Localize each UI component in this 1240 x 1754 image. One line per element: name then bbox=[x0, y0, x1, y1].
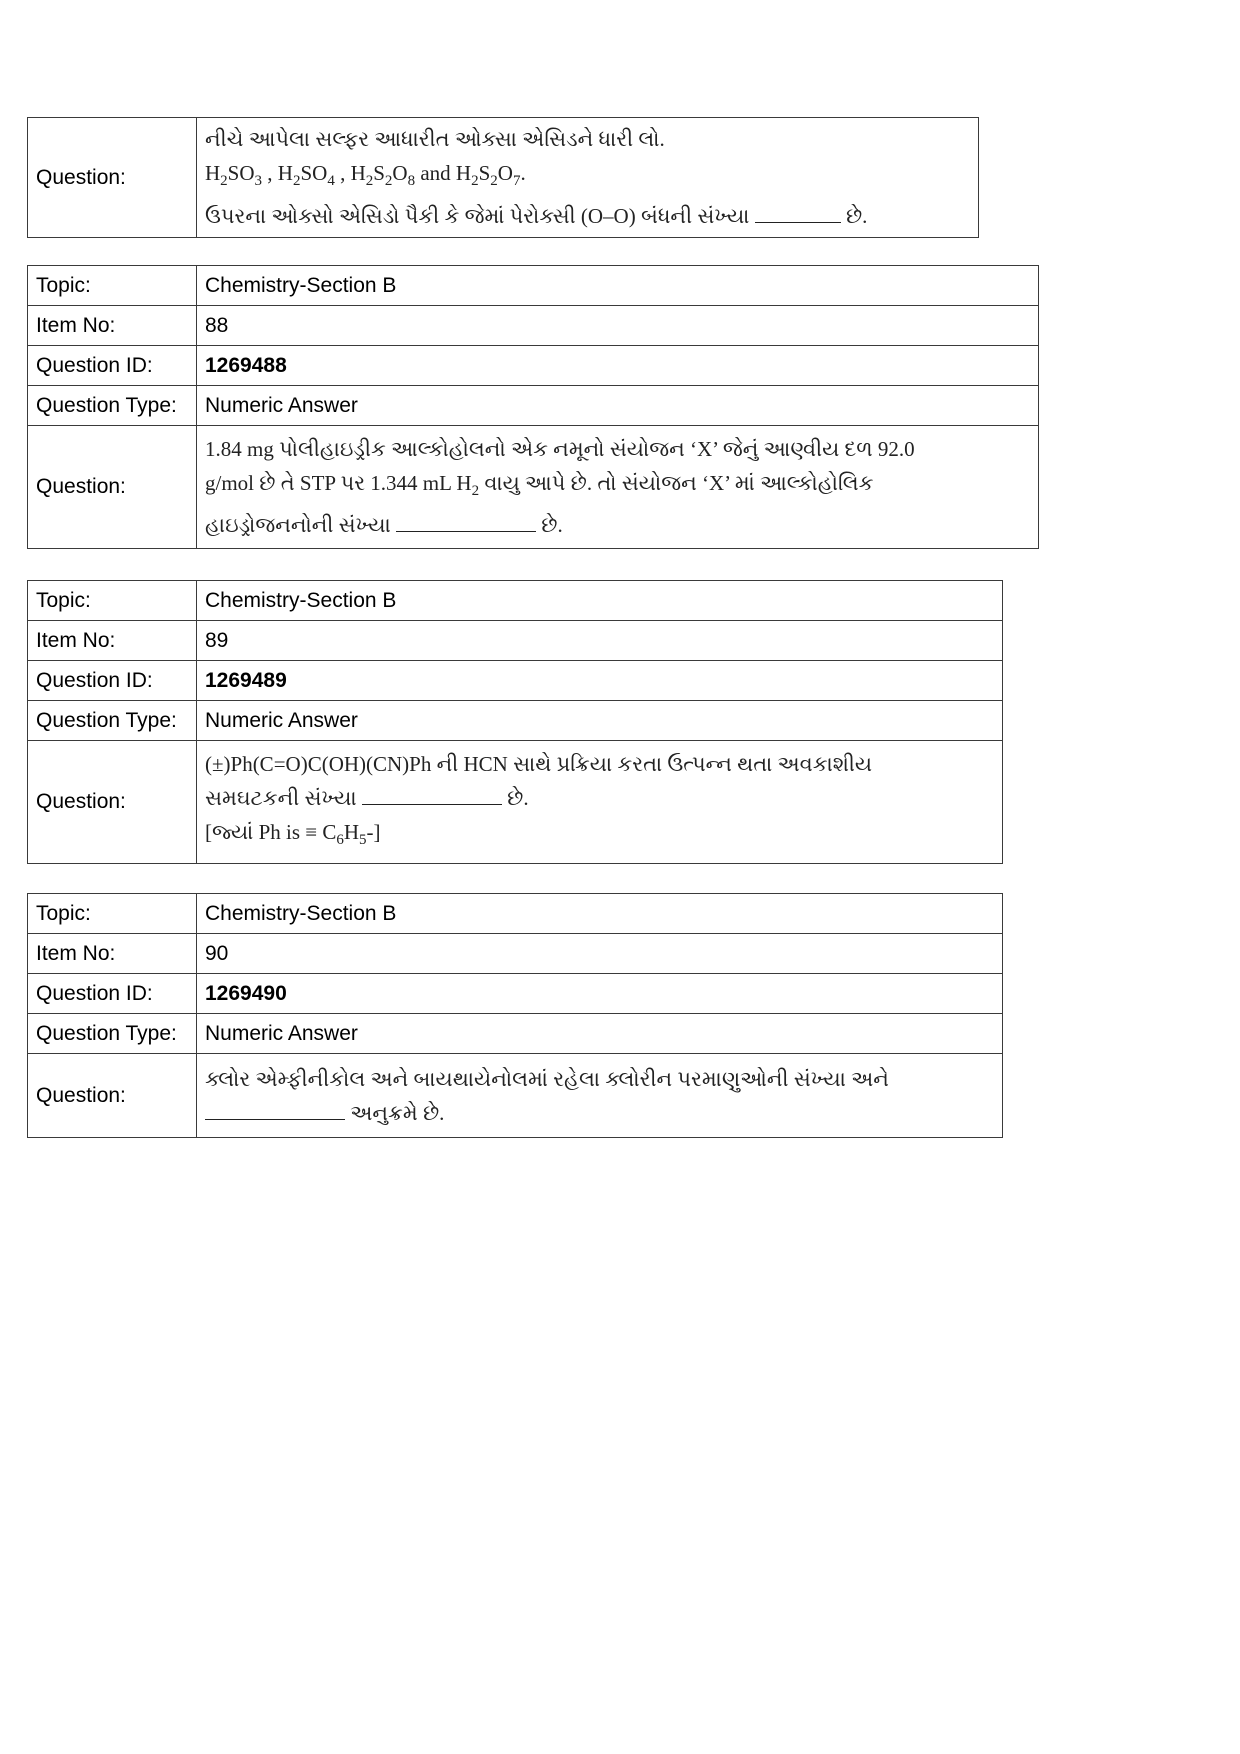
question-label: Question: bbox=[28, 1054, 197, 1138]
question-line-3 bbox=[205, 815, 994, 857]
question-id-value: 1269488 bbox=[197, 346, 1039, 386]
question-line-2 bbox=[205, 781, 994, 815]
question-line-3 bbox=[205, 508, 1030, 542]
formula-and: and bbox=[420, 161, 451, 186]
topic-label: Topic: bbox=[28, 894, 197, 934]
question-line-2-text: g/mol છે તે STP પર 1.344 mL H bbox=[205, 470, 472, 495]
question-line-2-end: છે. bbox=[507, 785, 529, 810]
topic-value: Chemistry-Section B bbox=[197, 894, 1003, 934]
topic-label: Topic: bbox=[28, 581, 197, 621]
question-table-89 bbox=[27, 580, 1003, 864]
answer-blank bbox=[755, 202, 841, 223]
question-id-label: Question ID: bbox=[28, 346, 197, 386]
question-line-1: નીચે આપેલા સલ્ફર આધારીત ઓક્સા એસિડને ધારી લો. bbox=[205, 127, 665, 152]
question-table-90 bbox=[27, 893, 1003, 1138]
question-line-3-text: [જ્યાં Ph is ≡ C bbox=[205, 819, 337, 844]
question-line-1: 1.84 mg પોલીહાઇડ્રીક આલ્કોહોલનો એક નમૂનો સંયોજન ‘X’ જેનું આણ્વીય દળ 92.0 bbox=[205, 436, 915, 461]
question-id-value: 1269490 bbox=[197, 974, 1003, 1014]
topic-value: Chemistry-Section B bbox=[197, 266, 1039, 306]
question-text bbox=[197, 426, 1039, 549]
item-no-value: 88 bbox=[197, 306, 1039, 346]
question-line-2-text: સમઘટકની સંખ્યા bbox=[205, 785, 357, 810]
question-line-3-end: છે. bbox=[845, 203, 868, 228]
question-id-label: Question ID: bbox=[28, 974, 197, 1014]
question-type-label: Question Type: bbox=[28, 386, 197, 426]
question-table-87 bbox=[27, 117, 979, 238]
question-line-3 bbox=[205, 199, 970, 233]
question-text bbox=[197, 1054, 1003, 1138]
item-no-value: 90 bbox=[197, 934, 1003, 974]
subscript: 6 bbox=[336, 832, 344, 849]
question-line-3-text: ઉપરના ઓક્સો એસિડો પૈકી કે જેમાં પેરોક્સી (O–O) બંધની સંખ્યા bbox=[205, 203, 750, 228]
topic-value: Chemistry-Section B bbox=[197, 581, 1003, 621]
question-label: Question: bbox=[28, 118, 197, 238]
question-label: Question: bbox=[28, 741, 197, 864]
question-line-2 bbox=[205, 1096, 994, 1130]
question-formulas: $H_2SO_3$ , $H_2SO_4$ , $H_2S_2O_8$ and $H_2S_2O_7$. bbox=[205, 161, 526, 190]
question-line-2-end: અનુક્રમે છે. bbox=[350, 1100, 445, 1125]
question-type-value: Numeric Answer bbox=[197, 701, 1003, 741]
question-label: Question: bbox=[28, 426, 197, 549]
answer-blank bbox=[396, 511, 536, 532]
item-no-label: Item No: bbox=[28, 621, 197, 661]
question-line-2-end: વાયુ આપે છે. તો સંયોજન ‘X’ માં આલ્કોહોલિક bbox=[479, 470, 874, 495]
question-type-label: Question Type: bbox=[28, 1014, 197, 1054]
question-id-value: 1269489 bbox=[197, 661, 1003, 701]
question-id-label: Question ID: bbox=[28, 661, 197, 701]
question-line-3-end: છે. bbox=[541, 513, 563, 538]
topic-label: Topic: bbox=[28, 266, 197, 306]
subscript: 5 bbox=[359, 832, 367, 849]
question-type-value: Numeric Answer bbox=[197, 386, 1039, 426]
item-no-value: 89 bbox=[197, 621, 1003, 661]
question-table-88 bbox=[27, 265, 1039, 549]
question-line-3-text: હાઇડ્રોજનનોની સંખ્યા bbox=[205, 513, 391, 538]
question-line-3-mid: H bbox=[343, 819, 360, 844]
item-no-label: Item No: bbox=[28, 934, 197, 974]
answer-blank bbox=[205, 1099, 345, 1120]
subscript: 2 bbox=[471, 483, 480, 500]
question-line-2 bbox=[205, 466, 1030, 508]
question-type-label: Question Type: bbox=[28, 701, 197, 741]
question-line-3-end: -] bbox=[366, 819, 381, 844]
question-line-1: (±)Ph(C=O)C(OH)(CN)Ph ની HCN સાથે પ્રક્રિયા કરતા ઉત્પન્ન થતા અવકાશીય bbox=[205, 751, 873, 776]
question-type-value: Numeric Answer bbox=[197, 1014, 1003, 1054]
item-no-label: Item No: bbox=[28, 306, 197, 346]
question-line-1: ક્લોર એમ્ફીનીકોલ અને બાયથાયેનોલમાં રહેલા ક્લોરીન પરમાણુઓની સંખ્યા અને bbox=[205, 1066, 889, 1091]
answer-blank bbox=[362, 784, 502, 805]
question-text bbox=[197, 118, 979, 238]
question-text bbox=[197, 741, 1003, 864]
